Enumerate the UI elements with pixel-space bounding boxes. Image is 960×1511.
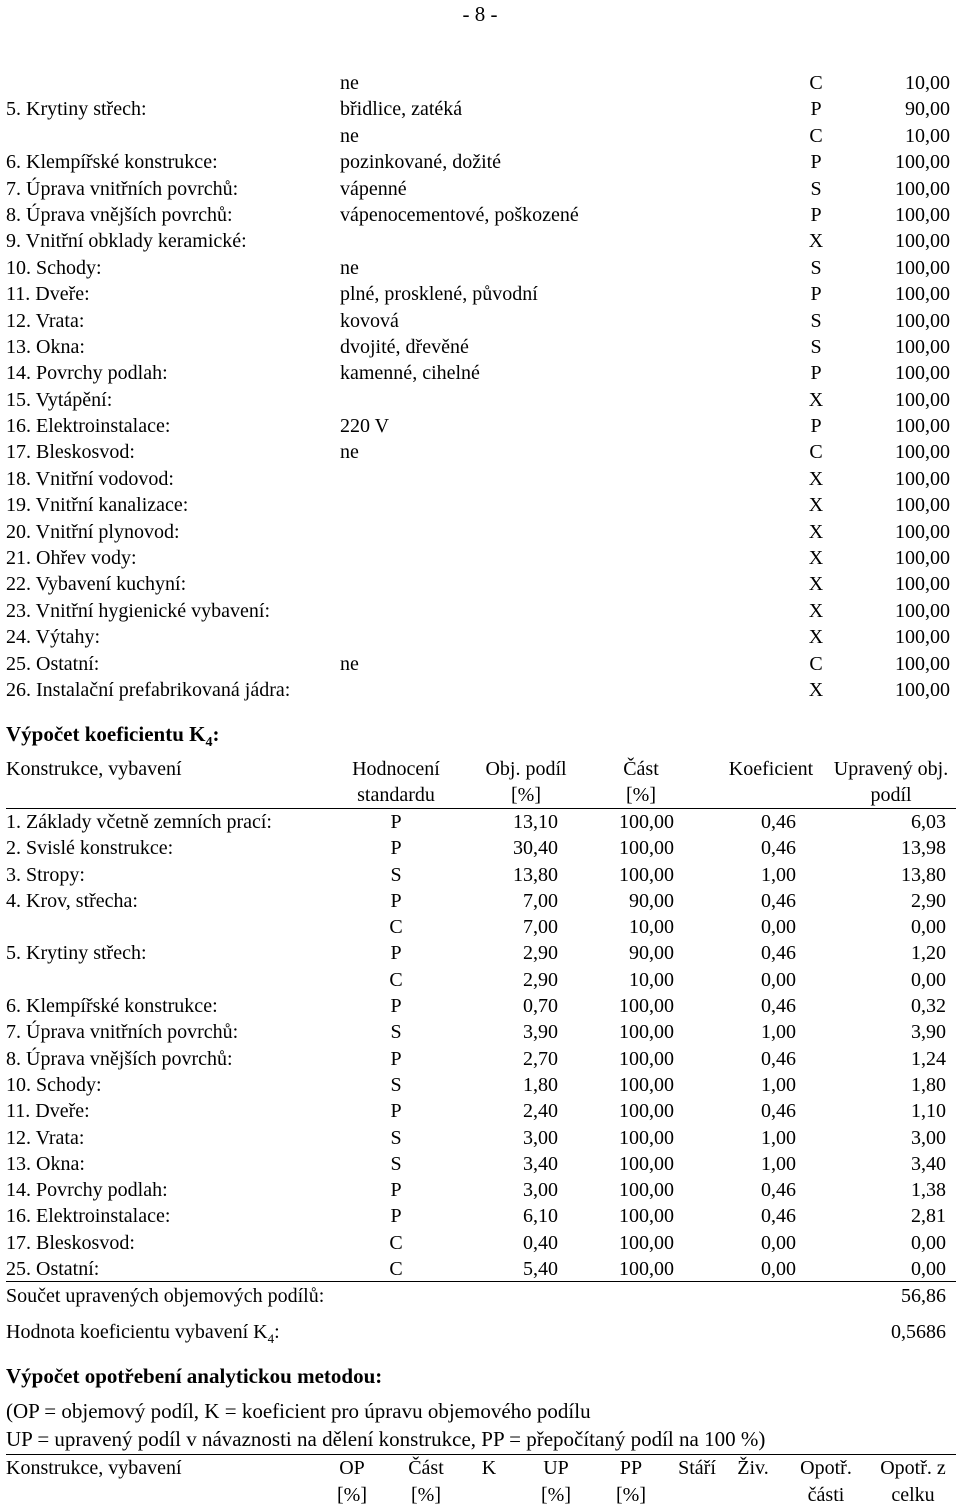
- part-percent: 100,00: [895, 678, 950, 701]
- adjusted-share: 0,32: [911, 995, 946, 1018]
- standard-rating: C: [809, 652, 823, 675]
- k4-value-label: Hodnota koeficientu vybavení $K_4$:: [6, 1321, 280, 1346]
- col-header-part: Část [%]: [623, 758, 659, 806]
- part-percent: 100,00: [619, 1231, 674, 1254]
- part-percent: 100,00: [619, 1258, 674, 1281]
- construction-description: 220 V: [340, 415, 390, 438]
- standards-row: [6, 149, 956, 175]
- adjusted-share: 1,24: [911, 1047, 946, 1070]
- standards-row: [6, 624, 956, 650]
- construction-name: 9. Vnitřní obklady keramické:: [6, 230, 247, 253]
- standard-rating: P: [390, 837, 402, 860]
- standard-rating: P: [810, 151, 822, 174]
- construction-description: vápenné: [340, 177, 407, 200]
- part-percent: 100,00: [895, 177, 950, 200]
- part-percent: 100,00: [619, 995, 674, 1018]
- volume-share: 2,70: [523, 1047, 558, 1070]
- standard-rating: P: [810, 415, 822, 438]
- construction-name: 8. Úprava vnějších povrchů:: [6, 1047, 233, 1070]
- part-percent: 100,00: [619, 1073, 674, 1096]
- adjusted-share: 0,00: [911, 916, 946, 939]
- volume-share: 30,40: [513, 837, 558, 860]
- k4-row: [6, 967, 956, 993]
- part-percent: 90,00: [905, 98, 950, 121]
- adjusted-share: 13,98: [901, 837, 946, 860]
- part-percent: 100,00: [895, 388, 950, 411]
- standards-row: [6, 281, 956, 307]
- construction-name: 12. Vrata:: [6, 309, 85, 332]
- volume-share: 3,90: [523, 1021, 558, 1044]
- volume-share: 13,80: [513, 863, 558, 886]
- coefficient: 0,46: [761, 889, 796, 912]
- standard-rating: C: [389, 916, 403, 939]
- construction-name: 2. Svislé konstrukce:: [6, 837, 174, 860]
- standards-row: [6, 651, 956, 677]
- part-percent: 100,00: [619, 811, 674, 833]
- standard-rating: P: [390, 1179, 402, 1202]
- construction-name: 10. Schody:: [6, 256, 102, 279]
- standard-rating: S: [390, 1073, 402, 1096]
- standard-rating: P: [390, 1205, 402, 1228]
- k4-row: [6, 1125, 956, 1151]
- k4-table: [6, 809, 956, 1282]
- standards-row: [6, 228, 956, 254]
- volume-share: 7,00: [523, 889, 558, 912]
- standards-row: [6, 466, 956, 492]
- adjusted-share: 0,00: [911, 1231, 946, 1254]
- part-percent: 100,00: [895, 494, 950, 517]
- part-percent: 100,00: [895, 467, 950, 490]
- volume-share: 0,40: [523, 1231, 558, 1254]
- construction-description: kamenné, cihelné: [340, 362, 480, 385]
- part-percent: 10,00: [629, 968, 674, 991]
- standards-row: [6, 255, 956, 281]
- coefficient: 0,00: [761, 1258, 796, 1281]
- construction-name: 1. Základy včetně zemních prací:: [6, 811, 272, 833]
- standards-row: [6, 571, 956, 597]
- coefficient: 0,46: [761, 1100, 796, 1123]
- col-header-volume-share: Obj. podíl [%]: [485, 758, 567, 806]
- coefficient: 1,00: [761, 1073, 796, 1096]
- construction-name: 14. Povrchy podlah:: [6, 362, 168, 385]
- op-col-wear-part: Opotř. části: [800, 1457, 852, 1506]
- part-percent: 100,00: [895, 309, 950, 332]
- construction-name: 5. Krytiny střech:: [6, 942, 147, 965]
- part-percent: 100,00: [619, 1152, 674, 1175]
- construction-name: 16. Elektroinstalace:: [6, 415, 171, 438]
- k4-row: [6, 1151, 956, 1177]
- volume-share: 2,90: [523, 968, 558, 991]
- wear-heading: Výpočet opotřebení analytickou metodou:: [6, 1364, 383, 1388]
- k4-row: [6, 1019, 956, 1045]
- coefficient: 0,46: [761, 995, 796, 1018]
- adjusted-share: 1,10: [911, 1100, 946, 1123]
- standard-rating: S: [390, 863, 402, 886]
- construction-description: pozinkované, dožité: [340, 151, 502, 174]
- coefficient: 0,46: [761, 811, 796, 833]
- construction-name: 26. Instalační prefabrikovaná jádra:: [6, 678, 291, 701]
- standards-row: [6, 334, 956, 360]
- adjusted-share: 1,38: [911, 1179, 946, 1202]
- volume-share: 5,40: [523, 1258, 558, 1281]
- volume-share: 7,00: [523, 916, 558, 939]
- standard-rating: S: [810, 256, 822, 279]
- standards-row: [6, 70, 956, 96]
- k4-row: [6, 1230, 956, 1256]
- k4-heading: Výpočet koeficientu $K_4$:: [6, 722, 220, 751]
- col-header-construction: Konstrukce, vybavení: [6, 758, 182, 780]
- coefficient: 0,00: [761, 968, 796, 991]
- part-percent: 100,00: [895, 441, 950, 464]
- standards-row: [6, 492, 956, 518]
- k4-row: [6, 1072, 956, 1098]
- construction-name: 22. Vybavení kuchyní:: [6, 573, 187, 596]
- op-col-construction: Konstrukce, vybavení: [6, 1457, 182, 1479]
- k4-row: [6, 862, 956, 888]
- standards-row: [6, 439, 956, 465]
- volume-share: 3,00: [523, 1179, 558, 1202]
- page-number: - 8 -: [462, 2, 498, 26]
- standard-rating: P: [810, 283, 822, 306]
- standard-rating: C: [809, 72, 823, 94]
- standard-rating: X: [808, 547, 824, 570]
- standard-rating: P: [390, 942, 402, 965]
- part-percent: 90,00: [629, 889, 674, 912]
- k4-row: [6, 993, 956, 1019]
- adjusted-share: 1,80: [911, 1073, 946, 1096]
- adjusted-share: 2,90: [911, 889, 946, 912]
- construction-description: ne: [340, 124, 359, 147]
- adjusted-share: 0,00: [911, 1258, 946, 1281]
- part-percent: 100,00: [895, 547, 950, 570]
- construction-description: ne: [340, 256, 359, 279]
- volume-share: 1,80: [523, 1073, 558, 1096]
- standard-rating: P: [810, 203, 822, 226]
- coefficient: 0,00: [761, 916, 796, 939]
- construction-name: 4. Krov, střecha:: [6, 889, 138, 912]
- standard-rating: P: [390, 1047, 402, 1070]
- coefficient: 0,46: [761, 1205, 796, 1228]
- volume-share: 13,10: [513, 811, 558, 833]
- construction-name: 24. Výtahy:: [6, 626, 101, 649]
- part-percent: 100,00: [619, 837, 674, 860]
- adjusted-share: 3,40: [911, 1152, 946, 1175]
- construction-name: 25. Ostatní:: [6, 1258, 100, 1281]
- part-percent: 100,00: [895, 335, 950, 358]
- part-percent: 100,00: [895, 626, 950, 649]
- col-header-adjusted-share: Upravený obj. podíl: [833, 758, 949, 806]
- construction-name: 7. Úprava vnitřních povrchů:: [6, 177, 239, 200]
- standards-table: [6, 70, 956, 703]
- col-header-coefficient: Koeficient: [728, 758, 814, 780]
- col-header-standard: Hodnocení standardu: [352, 758, 440, 806]
- op-col-age: Stáří: [678, 1457, 716, 1479]
- k4-value-row: [6, 1318, 956, 1346]
- standards-row: [6, 545, 956, 571]
- part-percent: 100,00: [895, 415, 950, 438]
- part-percent: 100,00: [895, 520, 950, 543]
- construction-name: 10. Schody:: [6, 1073, 102, 1096]
- standards-row: [6, 598, 956, 624]
- wear-legend-line-2: UP = upravený podíl v návaznosti na dělení konstrukce, PP = přepočítaný podíl na 100 %): [6, 1427, 766, 1451]
- part-percent: 10,00: [905, 124, 950, 147]
- standard-rating: X: [808, 388, 824, 411]
- standard-rating: C: [809, 124, 823, 147]
- standards-row: [6, 176, 956, 202]
- construction-description: kovová: [340, 309, 399, 332]
- part-percent: 100,00: [619, 1179, 674, 1202]
- part-percent: 100,00: [895, 652, 950, 675]
- construction-name: 6. Klempířské konstrukce:: [6, 151, 218, 174]
- construction-name: 17. Bleskosvod:: [6, 1231, 135, 1254]
- part-percent: 100,00: [619, 1100, 674, 1123]
- construction-name: 16. Elektroinstalace:: [6, 1205, 171, 1228]
- standard-rating: P: [390, 995, 402, 1018]
- standard-rating: S: [390, 1021, 402, 1044]
- k4-table-header: [6, 756, 956, 809]
- construction-description: ne: [340, 441, 359, 464]
- k4-row: [6, 1203, 956, 1229]
- k4-row: [6, 888, 956, 914]
- part-percent: 100,00: [619, 1126, 674, 1149]
- part-percent: 100,00: [619, 863, 674, 886]
- standard-rating: X: [808, 467, 824, 490]
- part-percent: 100,00: [895, 283, 950, 306]
- standard-rating: C: [809, 441, 823, 464]
- adjusted-share: 1,20: [911, 942, 946, 965]
- volume-share: 2,90: [523, 942, 558, 965]
- wear-legend-line-1: (OP = objemový podíl, K = koeficient pro úpravu objemového podílu: [6, 1399, 591, 1423]
- k4-row: [6, 914, 956, 940]
- op-col-pp: PP [%]: [616, 1457, 646, 1506]
- construction-name: 19. Vnitřní kanalizace:: [6, 494, 189, 517]
- standard-rating: C: [389, 968, 403, 991]
- adjusted-share: 6,03: [911, 811, 946, 833]
- volume-share: 2,40: [523, 1100, 558, 1123]
- construction-name: 25. Ostatní:: [6, 652, 100, 675]
- construction-name: 17. Bleskosvod:: [6, 441, 135, 464]
- adjusted-share: 0,00: [911, 968, 946, 991]
- construction-name: 23. Vnitřní hygienické vybavení:: [6, 599, 271, 622]
- standard-rating: P: [390, 1100, 402, 1123]
- standard-rating: X: [808, 626, 824, 649]
- construction-name: 12. Vrata:: [6, 1126, 85, 1149]
- standard-rating: P: [390, 811, 402, 833]
- adjusted-share: 2,81: [911, 1205, 946, 1228]
- standard-rating: S: [810, 309, 822, 332]
- part-percent: 100,00: [619, 1021, 674, 1044]
- standards-row: [6, 123, 956, 149]
- standard-rating: X: [808, 230, 824, 253]
- part-percent: 100,00: [895, 599, 950, 622]
- sum-label: Součet upravených objemových podílů:: [6, 1285, 325, 1307]
- adjusted-share: 3,00: [911, 1126, 946, 1149]
- construction-name: 11. Dveře:: [6, 283, 90, 306]
- construction-description: břidlice, zatéká: [340, 98, 463, 121]
- construction-name: 13. Okna:: [6, 1152, 85, 1175]
- part-percent: 100,00: [895, 151, 950, 174]
- coefficient: 1,00: [761, 1021, 796, 1044]
- sum-value: 56,86: [901, 1285, 946, 1307]
- sum-row: [6, 1281, 956, 1310]
- construction-name: 18. Vnitřní vodovod:: [6, 467, 174, 490]
- standard-rating: X: [808, 494, 824, 517]
- adjusted-share: 3,90: [911, 1021, 946, 1044]
- op-col-wear-total: Opotř. z celku: [880, 1457, 946, 1506]
- standard-rating: P: [390, 889, 402, 912]
- construction-description: vápenocementové, poškozené: [340, 203, 579, 226]
- part-percent: 100,00: [619, 1047, 674, 1070]
- standard-rating: X: [808, 573, 824, 596]
- k4-value: 0,5686: [891, 1321, 946, 1343]
- coefficient: 0,46: [761, 942, 796, 965]
- k4-row: [6, 809, 956, 835]
- construction-description: ne: [340, 652, 359, 675]
- standard-rating: S: [390, 1152, 402, 1175]
- standard-rating: S: [390, 1126, 402, 1149]
- volume-share: 3,00: [523, 1126, 558, 1149]
- adjusted-share: 13,80: [901, 863, 946, 886]
- standard-rating: C: [389, 1231, 403, 1254]
- volume-share: 3,40: [523, 1152, 558, 1175]
- op-col-k: K: [481, 1457, 497, 1479]
- construction-name: 11. Dveře:: [6, 1100, 90, 1123]
- op-col-lifespan: Živ.: [737, 1457, 769, 1479]
- construction-name: 13. Okna:: [6, 335, 85, 358]
- coefficient: 0,46: [761, 1179, 796, 1202]
- k4-row: [6, 1177, 956, 1203]
- volume-share: 0,70: [523, 995, 558, 1018]
- part-percent: 90,00: [629, 942, 674, 965]
- standard-rating: S: [810, 335, 822, 358]
- standards-row: [6, 413, 956, 439]
- part-percent: 100,00: [895, 230, 950, 253]
- construction-description: ne: [340, 72, 359, 94]
- standard-rating: C: [389, 1258, 403, 1281]
- coefficient: 1,00: [761, 1126, 796, 1149]
- op-col-part: Část [%]: [408, 1457, 444, 1506]
- part-percent: 10,00: [905, 72, 950, 94]
- part-percent: 100,00: [895, 203, 950, 226]
- construction-name: 20. Vnitřní plynovod:: [6, 520, 180, 543]
- standard-rating: P: [810, 362, 822, 385]
- construction-name: 3. Stropy:: [6, 863, 85, 886]
- standards-row: [6, 387, 956, 413]
- k4-row: [6, 1098, 956, 1124]
- standards-row: [6, 519, 956, 545]
- standard-rating: X: [808, 678, 824, 701]
- construction-name: 8. Úprava vnějších povrchů:: [6, 203, 233, 226]
- part-percent: 100,00: [895, 573, 950, 596]
- standards-row: [6, 202, 956, 228]
- part-percent: 10,00: [629, 916, 674, 939]
- op-col-op: OP [%]: [337, 1457, 367, 1506]
- standard-rating: S: [810, 177, 822, 200]
- coefficient: 0,46: [761, 837, 796, 860]
- k4-row: [6, 1046, 956, 1072]
- k4-row: [6, 1256, 956, 1282]
- coefficient: 1,00: [761, 863, 796, 886]
- coefficient: 0,00: [761, 1231, 796, 1254]
- construction-name: 6. Klempířské konstrukce:: [6, 995, 218, 1018]
- construction-name: 14. Povrchy podlah:: [6, 1179, 168, 1202]
- volume-share: 6,10: [523, 1205, 558, 1228]
- standard-rating: P: [810, 98, 822, 121]
- standards-row: [6, 360, 956, 386]
- wear-table-header: [6, 1454, 956, 1511]
- standards-row: [6, 96, 956, 122]
- standard-rating: X: [808, 599, 824, 622]
- standards-row: [6, 308, 956, 334]
- part-percent: 100,00: [895, 256, 950, 279]
- coefficient: 0,46: [761, 1047, 796, 1070]
- construction-name: 21. Ohřev vody:: [6, 547, 137, 570]
- k4-row: [6, 940, 956, 966]
- part-percent: 100,00: [619, 1205, 674, 1228]
- standards-row: [6, 677, 956, 703]
- construction-description: dvojité, dřevěné: [340, 335, 469, 358]
- part-percent: 100,00: [895, 362, 950, 385]
- construction-name: 5. Krytiny střech:: [6, 98, 147, 121]
- op-col-up: UP [%]: [541, 1457, 571, 1506]
- k4-row: [6, 835, 956, 861]
- construction-name: 15. Vytápění:: [6, 388, 113, 411]
- standard-rating: X: [808, 520, 824, 543]
- construction-description: plné, prosklené, původní: [340, 283, 538, 306]
- coefficient: 1,00: [761, 1152, 796, 1175]
- construction-name: 7. Úprava vnitřních povrchů:: [6, 1021, 239, 1044]
